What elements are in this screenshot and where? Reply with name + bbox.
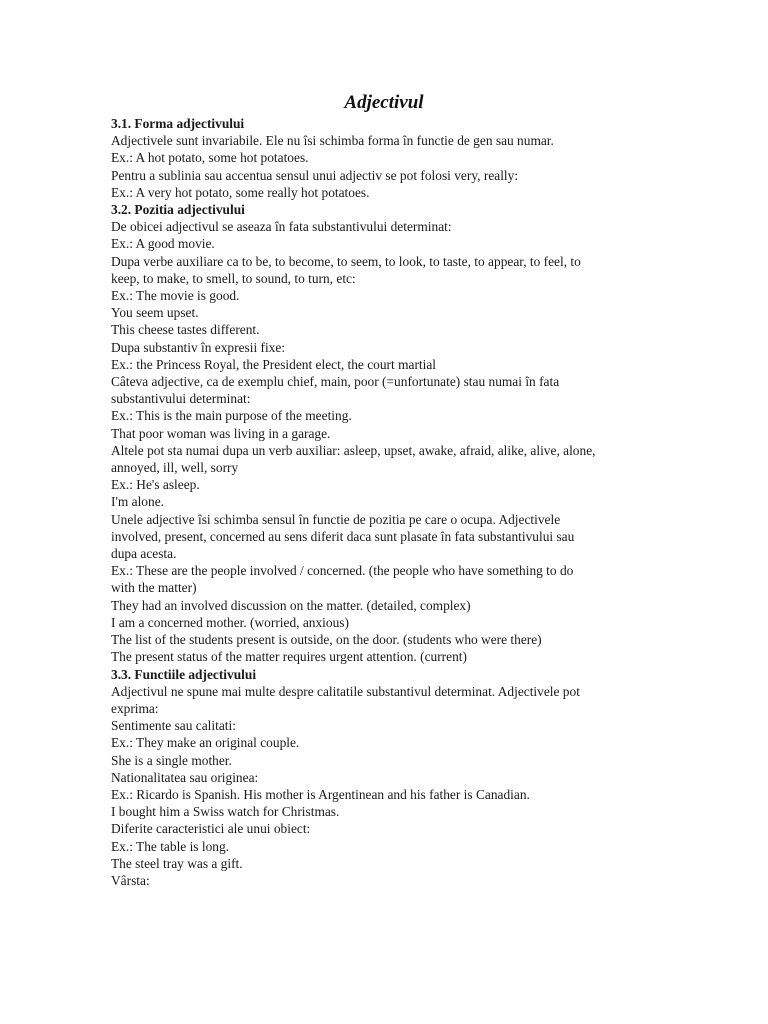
text-line: Unele adjective îsi schimba sensul în functie de pozitia pe care o ocupa. Adjectivele xyxy=(111,511,561,527)
text-line: Ex.: These are the people involved / concerned. (the people who have something to do xyxy=(111,563,574,579)
text-line: Ex.: A very hot potato, some really hot potatoes. xyxy=(111,184,370,200)
text-line: She is a single mother. xyxy=(111,752,232,768)
text-line: Ex.: The table is long. xyxy=(111,838,230,854)
document-title: Adjectivul xyxy=(344,92,424,113)
text-line: dupa acesta. xyxy=(111,546,177,562)
text-line: Ex.: A hot potato, some hot potatoes. xyxy=(111,150,309,166)
text-line: involved, present, concerned au sens diferit daca sunt plasate în fata substantivului sau xyxy=(111,528,575,544)
text-line: The steel tray was a gift. xyxy=(111,855,243,871)
text-line: exprima: xyxy=(111,700,159,716)
text-line: De obicei adjectivul se aseaza în fata substantivului determinat: xyxy=(111,219,452,235)
text-line: This cheese tastes different. xyxy=(111,322,260,338)
text-line: Diferite caracteristici ale unui obiect: xyxy=(111,821,311,837)
text-line: Altele pot sta numai dupa un verb auxiliar: asleep, upset, awake, afraid, alike, alive, alone, xyxy=(111,442,596,458)
text-line: That poor woman was living in a garage. xyxy=(111,425,331,441)
text-line: Sentimente sau calitati: xyxy=(111,718,236,734)
text-line: substantivului determinat: xyxy=(111,391,251,407)
text-line: Dupa substantiv în expresii fixe: xyxy=(111,339,286,355)
text-line: Ex.: Ricardo is Spanish. His mother is Argentinean and his father is Canadian. xyxy=(111,786,530,802)
text-line: Ex.: He's asleep. xyxy=(111,477,200,493)
section-heading: 3.1. Forma adjectivului xyxy=(111,116,245,131)
text-line: I bought him a Swiss watch for Christmas. xyxy=(111,804,340,820)
text-line: annoyed, ill, well, sorry xyxy=(111,460,239,476)
document-body xyxy=(111,115,661,889)
text-line: Ex.: A good movie. xyxy=(111,236,215,252)
text-line: Ex.: The movie is good. xyxy=(111,288,240,304)
text-line: You seem upset. xyxy=(111,305,199,321)
section-heading: 3.3. Functiile adjectivului xyxy=(111,666,257,682)
text-line: Adjectivul ne spune mai multe despre calitatile substantivul determinat. Adjectivele pot xyxy=(111,683,580,699)
text-line: Dupa verbe auxiliare ca to be, to become, to seem, to look, to taste, to appear, to feel, to xyxy=(111,253,581,269)
text-line: Ex.: the Princess Royal, the President elect, the court martial xyxy=(111,356,437,372)
text-line: Vârsta: xyxy=(111,872,150,888)
text-line: keep, to make, to smell, to sound, to turn, etc: xyxy=(111,270,356,286)
text-line: I am a concerned mother. (worried, anxious) xyxy=(111,614,349,630)
text-line: Adjectivele sunt invariabile. Ele nu îsi schimba forma în functie de gen sau numar. xyxy=(111,133,554,149)
text-line: The list of the students present is outside, on the door. (students who were there) xyxy=(111,632,542,648)
text-line: Ex.: This is the main purpose of the meeting. xyxy=(111,408,352,424)
text-line: The present status of the matter requires urgent attention. (current) xyxy=(111,649,467,665)
text-line: They had an involved discussion on the matter. (detailed, complex) xyxy=(111,597,471,613)
text-line: Ex.: They make an original couple. xyxy=(111,735,300,751)
section-heading: 3.2. Pozitia adjectivului xyxy=(111,202,245,218)
text-line: I'm alone. xyxy=(111,494,164,510)
text-line: Nationalitatea sau originea: xyxy=(111,769,259,785)
text-line: Pentru a sublinia sau accentua sensul unui adjectiv se pot folosi very, really: xyxy=(111,167,519,183)
text-line: Câteva adjective, ca de exemplu chief, main, poor (=unfortunate) stau numai în fata xyxy=(111,374,560,390)
text-line: with the matter) xyxy=(111,580,197,596)
